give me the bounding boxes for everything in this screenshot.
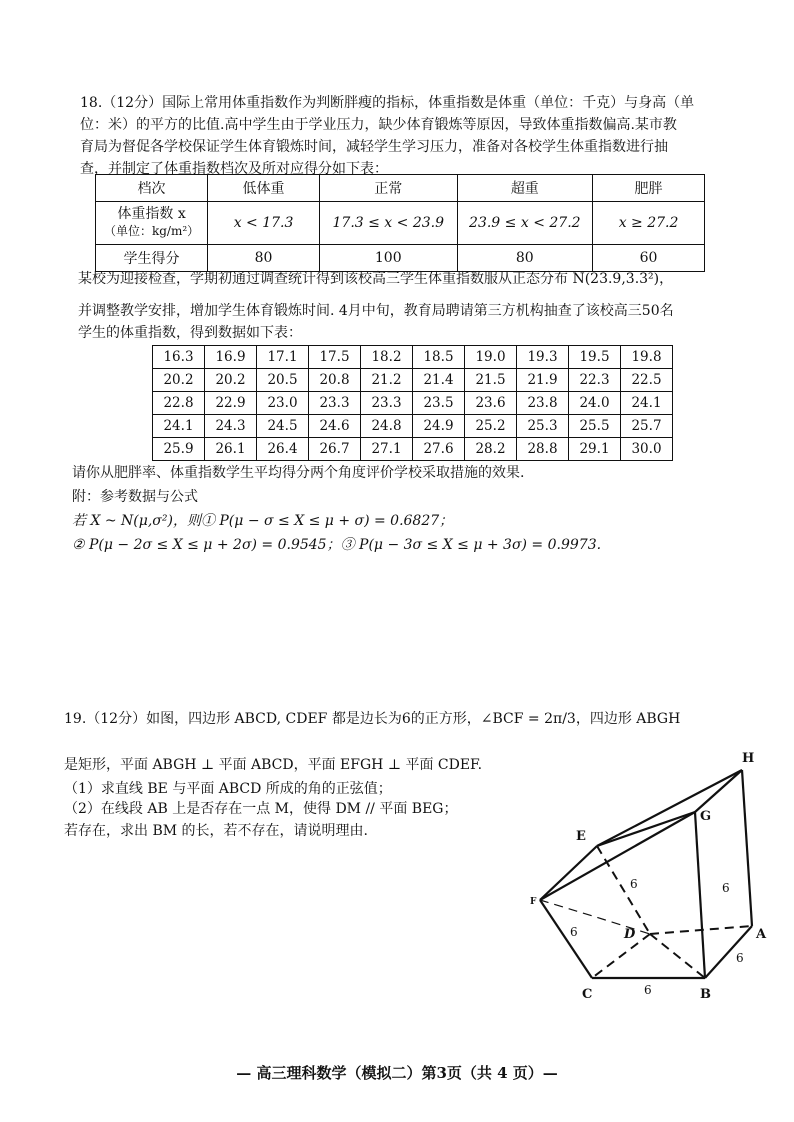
- bmi-cell: 20.8: [309, 369, 361, 392]
- edge-DC: [592, 934, 650, 978]
- bmi-cell: 25.7: [621, 415, 673, 438]
- q19-line-1: 19.（12分）如图，四边形 ABCD, CDEF 都是边长为6的正方形，∠BCF = 2π/3，四边形 ABGH: [64, 711, 681, 727]
- bmi-cell: 24.0: [569, 392, 621, 415]
- edge-FG: [540, 812, 695, 900]
- bmi-cell: 26.4: [257, 438, 309, 461]
- bmi-cell: 25.3: [517, 415, 569, 438]
- range-cell: 17.3 ≤ x < 23.9: [320, 202, 458, 245]
- bmi-cell: 19.3: [517, 346, 569, 369]
- grade-header-cell: 超重: [457, 175, 593, 202]
- bmi-cell: 23.6: [465, 392, 517, 415]
- bmi-cell: 22.3: [569, 369, 621, 392]
- index-label-cell: [96, 202, 208, 245]
- q18-mid-3: 学生的体重指数，得到数据如下表：: [78, 325, 302, 341]
- bmi-row: [153, 415, 673, 438]
- edge-DB: [650, 934, 705, 978]
- index-label: 体重指数 x: [117, 206, 186, 222]
- edge-length-6: 6: [644, 983, 652, 997]
- q18-tail-1: 请你从肥胖率、体重指数学生平均得分两个角度评价学校采取措施的效果.: [72, 465, 525, 481]
- bmi-row: [153, 346, 673, 369]
- bmi-cell: 21.9: [517, 369, 569, 392]
- range-cell: 23.9 ≤ x < 27.2: [457, 202, 593, 245]
- bmi-cell: 25.9: [153, 438, 205, 461]
- grade-table-header: [96, 175, 705, 202]
- bmi-cell: 24.5: [257, 415, 309, 438]
- grade-table: [95, 174, 705, 272]
- score-cell: 80: [208, 245, 320, 272]
- score-label: 学生得分: [96, 245, 208, 272]
- label-A: A: [756, 927, 767, 942]
- q18-formula-2: ② P(μ − 2σ ≤ X ≤ μ + 2σ) = 0.9545；③ P(μ − 3σ ≤ X ≤ μ + 3σ) = 0.9973.: [72, 537, 602, 553]
- edge-HA: [742, 770, 752, 926]
- bmi-cell: 24.3: [205, 415, 257, 438]
- bmi-cell: 22.5: [621, 369, 673, 392]
- bmi-cell: 16.3: [153, 346, 205, 369]
- grade-header-cell: 正常: [320, 175, 458, 202]
- bmi-cell: 24.1: [621, 392, 673, 415]
- q19-line-2: 是矩形，平面 ABGH ⊥ 平面 ABCD，平面 EFGH ⊥ 平面 CDEF.: [64, 757, 483, 773]
- q19-line-5: 若存在，求出 BM 的长，若不存在，请说明理由.: [64, 823, 368, 839]
- score-cell: 100: [320, 245, 458, 272]
- score-cell: 80: [457, 245, 593, 272]
- bmi-cell: 24.6: [309, 415, 361, 438]
- bmi-cell: 26.1: [205, 438, 257, 461]
- bmi-cell: 23.0: [257, 392, 309, 415]
- bmi-cell: 24.9: [413, 415, 465, 438]
- edge-length-6: 6: [736, 951, 744, 965]
- bmi-cell: 26.7: [309, 438, 361, 461]
- q19-line-4: （2）在线段 AB 上是否存在一点 M，使得 DM // 平面 BEG；: [64, 801, 458, 817]
- bmi-cell: 17.5: [309, 346, 361, 369]
- edge-AB: [705, 926, 752, 978]
- bmi-data-table: [152, 345, 673, 461]
- bmi-cell: 29.1: [569, 438, 621, 461]
- q18-tail-2: 附：参考数据与公式: [72, 489, 198, 505]
- q19-line-3: （1）求直线 BE 与平面 ABCD 所成的角的正弦值；: [64, 781, 392, 797]
- q18-line-1: 18.（12分）国际上常用体重指数作为判断胖瘦的指标，体重指数是体重（单位：千克）与身高（单: [80, 95, 695, 111]
- q18-mid-2: 并调整教学安排，增加学生体育锻炼时间. 4月中旬，教育局聘请第三方机构抽查了该校高三50名: [78, 303, 674, 319]
- label-C: C: [582, 987, 593, 1002]
- label-B: B: [700, 987, 711, 1002]
- grade-header-cell: 档次: [96, 175, 208, 202]
- bmi-cell: 27.1: [361, 438, 413, 461]
- edge-EH: [597, 770, 742, 846]
- bmi-cell: 25.5: [569, 415, 621, 438]
- bmi-cell: 30.0: [621, 438, 673, 461]
- bmi-cell: 17.1: [257, 346, 309, 369]
- bmi-cell: 27.6: [413, 438, 465, 461]
- bmi-cell: 24.1: [153, 415, 205, 438]
- bmi-cell: 19.0: [465, 346, 517, 369]
- bmi-cell: 19.5: [569, 346, 621, 369]
- label-F: F: [530, 897, 537, 907]
- bmi-row: [153, 438, 673, 461]
- edge-GB: [695, 812, 705, 978]
- label-E: E: [576, 829, 586, 844]
- bmi-row: [153, 369, 673, 392]
- edge-length-6: 6: [630, 877, 638, 891]
- label-G: G: [700, 809, 712, 824]
- q18-mid-1: 某校为迎接检查，学期初通过调查统计得到该校高三学生体重指数服从正态分布 N(23.9,3.3²)，: [78, 271, 674, 287]
- range-cell: x < 17.3: [208, 202, 320, 245]
- bmi-cell: 18.2: [361, 346, 413, 369]
- bmi-row: [153, 392, 673, 415]
- bmi-cell: 19.8: [621, 346, 673, 369]
- bmi-cell: 16.9: [205, 346, 257, 369]
- bmi-cell: 21.5: [465, 369, 517, 392]
- bmi-cell: 20.2: [153, 369, 205, 392]
- grade-header-cell: 肥胖: [593, 175, 705, 202]
- bmi-cell: 21.4: [413, 369, 465, 392]
- bmi-cell: 20.2: [205, 369, 257, 392]
- bmi-cell: 20.5: [257, 369, 309, 392]
- index-unit: （单位：kg/m²）: [103, 224, 200, 238]
- grade-table-range-row: [96, 202, 705, 245]
- edge-FC: [540, 900, 592, 978]
- grade-header-cell: 低体重: [208, 175, 320, 202]
- bmi-cell: 28.2: [465, 438, 517, 461]
- q18-line-2: 位：米）的平方的比值.高中学生由于学业压力，缺少体育锻炼等原因，导致体重指数偏高.某市教: [80, 117, 677, 133]
- bmi-cell: 21.2: [361, 369, 413, 392]
- label-D: D: [624, 927, 636, 942]
- score-cell: 60: [593, 245, 705, 272]
- edge-length-6: 6: [722, 881, 730, 895]
- bmi-cell: 23.5: [413, 392, 465, 415]
- bmi-cell: 24.8: [361, 415, 413, 438]
- edge-length-6: 6: [570, 925, 578, 939]
- edge-ED: [597, 846, 650, 934]
- bmi-cell: 23.8: [517, 392, 569, 415]
- range-cell: x ≥ 27.2: [593, 202, 705, 245]
- bmi-cell: 23.3: [361, 392, 413, 415]
- bmi-cell: 22.8: [153, 392, 205, 415]
- bmi-cell: 18.5: [413, 346, 465, 369]
- q18-line-4: 查，并制定了体重指数档次及所对应得分如下表：: [80, 161, 388, 177]
- q18-formula-1: 若 X ~ N(μ,σ²)，则① P(μ − σ ≤ X ≤ μ + σ) = 0.6827；: [72, 513, 454, 529]
- bmi-cell: 23.3: [309, 392, 361, 415]
- page-footer: — 高三理科数学（模拟二）第3页（共 4 页）—: [236, 1064, 558, 1082]
- label-H: H: [742, 751, 755, 766]
- bmi-cell: 28.8: [517, 438, 569, 461]
- geometry-figure: [530, 740, 780, 1010]
- bmi-cell: 22.9: [205, 392, 257, 415]
- q18-line-3: 育局为督促各学校保证学生体育锻炼时间，减轻学生学习压力，准备对各校学生体重指数进行抽: [80, 139, 668, 155]
- bmi-cell: 25.2: [465, 415, 517, 438]
